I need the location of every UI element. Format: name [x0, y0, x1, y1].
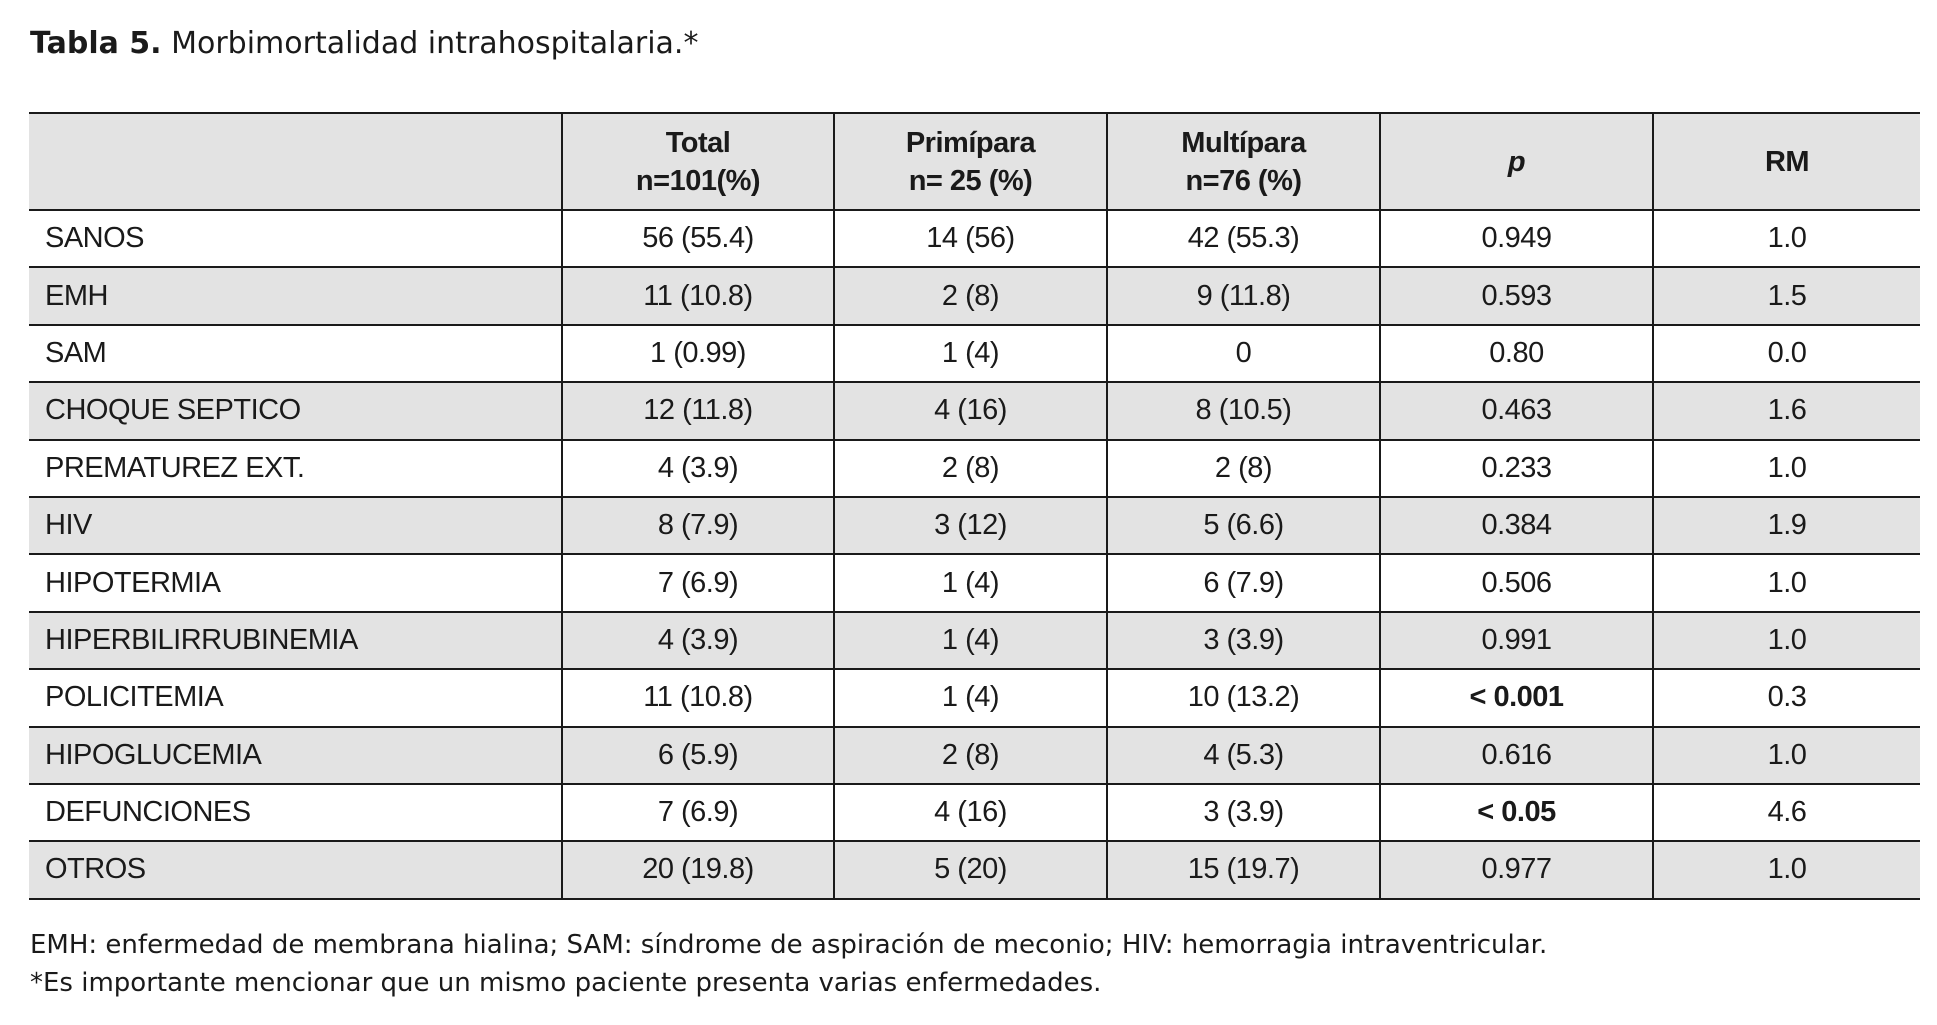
cell-p-value: 0.616 — [1380, 727, 1653, 784]
cell-multipara: 4 (5.3) — [1107, 727, 1380, 784]
cell-multipara: 3 (3.9) — [1107, 784, 1380, 841]
header-row — [29, 113, 1920, 210]
table-caption: Morbimortalidad intrahospitalaria.* — [171, 26, 699, 61]
cell-primipara: 4 (16) — [834, 784, 1107, 841]
footnote-abbreviations: EMH: enfermedad de membrana hialina; SAM: síndrome de aspiración de meconio; HIV: hemorragia intraventricular. — [30, 930, 1548, 960]
header-p-title: p — [1507, 145, 1526, 178]
cell-total: 20 (19.8) — [562, 841, 834, 898]
cell-p-value: 0.977 — [1380, 841, 1653, 898]
cell-primipara: 5 (20) — [834, 841, 1107, 898]
header-rm-title: RM — [1764, 145, 1810, 178]
table-row — [29, 440, 1920, 497]
cell-primipara: 2 (8) — [834, 440, 1107, 497]
header-multipara-title: Multípara — [1181, 126, 1306, 159]
cell-multipara: 42 (55.3) — [1107, 210, 1380, 267]
table-row — [29, 382, 1920, 439]
table-row — [29, 612, 1920, 669]
cell-total: 8 (7.9) — [562, 497, 834, 554]
cell-total: 11 (10.8) — [562, 669, 834, 726]
cell-rm: 1.5 — [1653, 267, 1920, 324]
cell-multipara: 5 (6.6) — [1107, 497, 1380, 554]
cell-multipara: 8 (10.5) — [1107, 382, 1380, 439]
cell-rm: 4.6 — [1653, 784, 1920, 841]
row-label: EMH — [29, 267, 562, 324]
cell-multipara: 3 (3.9) — [1107, 612, 1380, 669]
cell-total: 4 (3.9) — [562, 612, 834, 669]
cell-p-value: 0.384 — [1380, 497, 1653, 554]
row-label: HIV — [29, 497, 562, 554]
table-row — [29, 841, 1920, 898]
cell-primipara: 1 (4) — [834, 325, 1107, 382]
cell-primipara: 2 (8) — [834, 267, 1107, 324]
cell-p-value: 0.506 — [1380, 554, 1653, 611]
row-label: HIPOGLUCEMIA — [29, 727, 562, 784]
cell-multipara: 6 (7.9) — [1107, 554, 1380, 611]
footnote-note: *Es importante mencionar que un mismo paciente presenta varias enfermedades. — [30, 968, 1102, 998]
row-label: SANOS — [29, 210, 562, 267]
header-rm — [1653, 113, 1920, 210]
cell-primipara: 4 (16) — [834, 382, 1107, 439]
cell-p-value: 0.991 — [1380, 612, 1653, 669]
morbimortality-table — [29, 112, 1920, 900]
table-row — [29, 669, 1920, 726]
row-label: HIPOTERMIA — [29, 554, 562, 611]
cell-p-value: 0.233 — [1380, 440, 1653, 497]
cell-multipara: 10 (13.2) — [1107, 669, 1380, 726]
cell-rm: 1.0 — [1653, 554, 1920, 611]
cell-primipara: 1 (4) — [834, 554, 1107, 611]
table-row — [29, 497, 1920, 554]
table-row — [29, 784, 1920, 841]
row-label: PREMATUREZ EXT. — [29, 440, 562, 497]
cell-total: 12 (11.8) — [562, 382, 834, 439]
cell-rm: 1.0 — [1653, 612, 1920, 669]
row-label: SAM — [29, 325, 562, 382]
cell-primipara: 14 (56) — [834, 210, 1107, 267]
cell-primipara: 2 (8) — [834, 727, 1107, 784]
cell-total: 7 (6.9) — [562, 784, 834, 841]
cell-rm: 1.9 — [1653, 497, 1920, 554]
header-primipara-n: n= 25 (%) — [908, 164, 1033, 197]
table-row — [29, 325, 1920, 382]
cell-multipara: 2 (8) — [1107, 440, 1380, 497]
cell-rm: 1.0 — [1653, 841, 1920, 898]
cell-multipara: 0 — [1107, 325, 1380, 382]
cell-rm: 0.0 — [1653, 325, 1920, 382]
header-primipara-title: Primípara — [905, 126, 1036, 159]
row-label: HIPERBILIRRUBINEMIA — [29, 612, 562, 669]
cell-total: 6 (5.9) — [562, 727, 834, 784]
cell-p-value: < 0.05 — [1380, 784, 1653, 841]
cell-rm: 1.6 — [1653, 382, 1920, 439]
header-total-title: Total — [665, 126, 731, 159]
cell-primipara: 1 (4) — [834, 669, 1107, 726]
table-row — [29, 727, 1920, 784]
cell-rm: 1.0 — [1653, 210, 1920, 267]
header-total — [562, 113, 834, 210]
row-label: POLICITEMIA — [29, 669, 562, 726]
cell-total: 11 (10.8) — [562, 267, 834, 324]
cell-primipara: 1 (4) — [834, 612, 1107, 669]
cell-rm: 0.3 — [1653, 669, 1920, 726]
row-label: OTROS — [29, 841, 562, 898]
table-row — [29, 554, 1920, 611]
cell-primipara: 3 (12) — [834, 497, 1107, 554]
row-label: CHOQUE SEPTICO — [29, 382, 562, 439]
cell-total: 1 (0.99) — [562, 325, 834, 382]
cell-p-value: 0.463 — [1380, 382, 1653, 439]
cell-rm: 1.0 — [1653, 727, 1920, 784]
table-number: Tabla 5. — [30, 26, 162, 61]
table-title — [30, 26, 698, 61]
cell-total: 4 (3.9) — [562, 440, 834, 497]
cell-p-value: < 0.001 — [1380, 669, 1653, 726]
cell-multipara: 9 (11.8) — [1107, 267, 1380, 324]
row-label: DEFUNCIONES — [29, 784, 562, 841]
header-total-n: n=101(%) — [635, 164, 761, 197]
cell-multipara: 15 (19.7) — [1107, 841, 1380, 898]
header-primipara — [834, 113, 1107, 210]
cell-rm: 1.0 — [1653, 440, 1920, 497]
cell-total: 7 (6.9) — [562, 554, 834, 611]
cell-p-value: 0.593 — [1380, 267, 1653, 324]
table-row — [29, 267, 1920, 324]
cell-p-value: 0.949 — [1380, 210, 1653, 267]
cell-p-value: 0.80 — [1380, 325, 1653, 382]
cell-total: 56 (55.4) — [562, 210, 834, 267]
header-multipara — [1107, 113, 1380, 210]
header-empty-cell — [29, 113, 562, 210]
header-multipara-n: n=76 (%) — [1185, 164, 1302, 197]
header-p-value — [1380, 113, 1653, 210]
table-row — [29, 210, 1920, 267]
